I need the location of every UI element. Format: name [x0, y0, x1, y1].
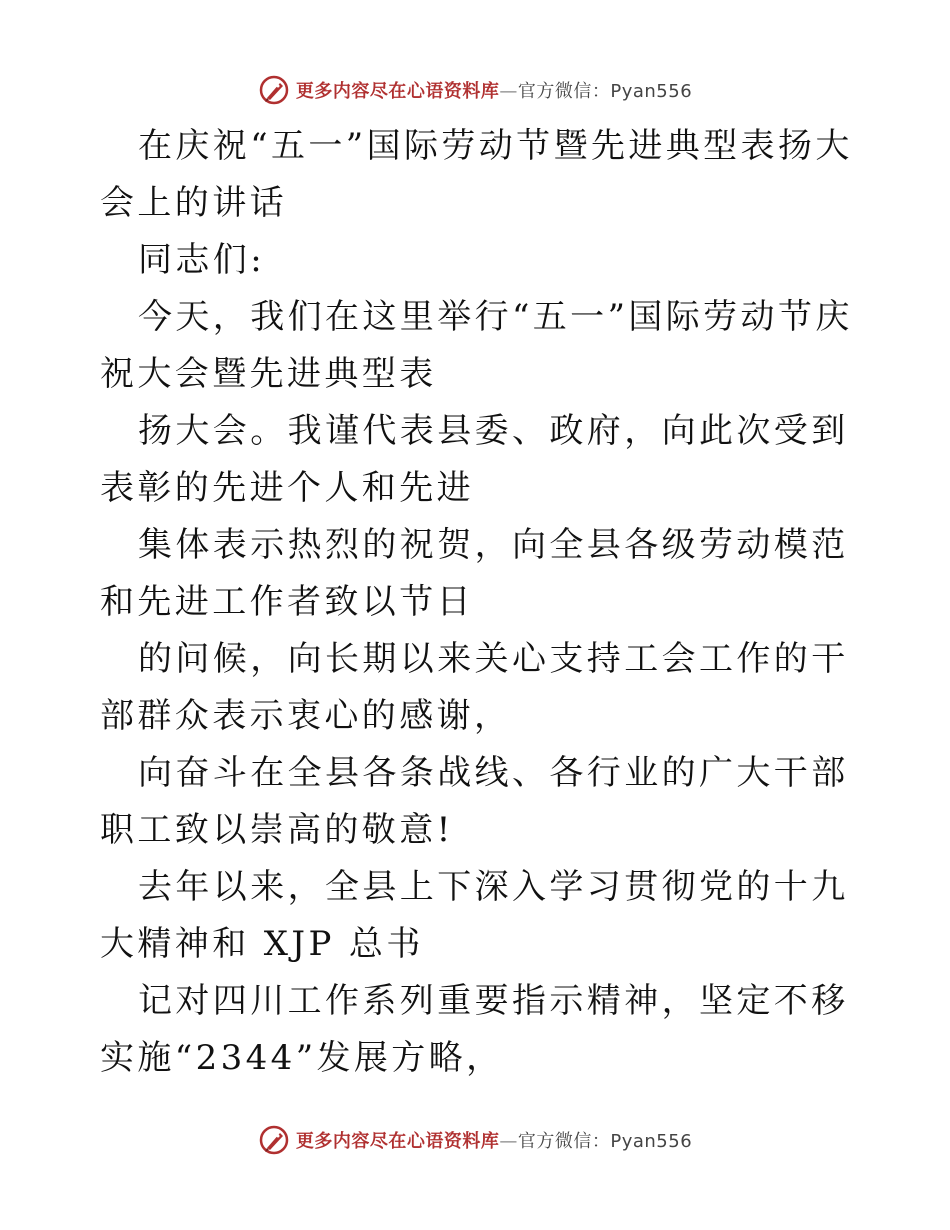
- body-paragraph: 扬大会。我谨代表县委、政府，向此次受到表彰的先进个人和先进: [100, 411, 849, 508]
- body-paragraph: 去年以来，全县上下深入学习贯彻党的十九大精神和 XJP 总书: [100, 867, 849, 964]
- body-paragraph: 的问候，向长期以来关心支持工会工作的干部群众表示衷心的感谢，: [100, 639, 849, 736]
- document-title: 在庆祝“五一”国际劳动节暨先进典型表扬大会上的讲话: [100, 126, 853, 223]
- watermark-text: [296, 77, 692, 103]
- watermark-label: 官方微信：: [517, 81, 611, 102]
- footer-watermark: [0, 1120, 950, 1160]
- watermark-contact: Pyan556: [610, 81, 693, 102]
- watermark-main: 更多内容尽在心语资料库: [295, 81, 500, 102]
- quill-pen-logo-icon: [258, 1124, 290, 1156]
- header-watermark: [0, 70, 950, 110]
- salutation: 同志们:: [138, 240, 266, 280]
- watermark-contact: Pyan556: [610, 1131, 693, 1152]
- document-body: [100, 118, 860, 1087]
- body-paragraph: 集体表示热烈的祝贺，向全县各级劳动模范和先进工作者致以节日: [100, 525, 849, 622]
- body-paragraph: 今天，我们在这里举行“五一”国际劳动节庆祝大会暨先进典型表: [100, 297, 853, 394]
- quill-pen-logo-icon: [258, 74, 290, 106]
- watermark-main: 更多内容尽在心语资料库: [295, 1131, 500, 1152]
- watermark-label: 官方微信：: [517, 1131, 611, 1152]
- body-paragraph: 记对四川工作系列重要指示精神，坚定不移实施“2344”发展方略，: [100, 981, 849, 1078]
- body-paragraph: 向奋斗在全县各条战线、各行业的广大干部职工致以崇高的敬意!: [100, 753, 849, 850]
- watermark-text: [296, 1127, 692, 1153]
- watermark-separator: —: [499, 81, 518, 102]
- watermark-separator: —: [499, 1131, 518, 1152]
